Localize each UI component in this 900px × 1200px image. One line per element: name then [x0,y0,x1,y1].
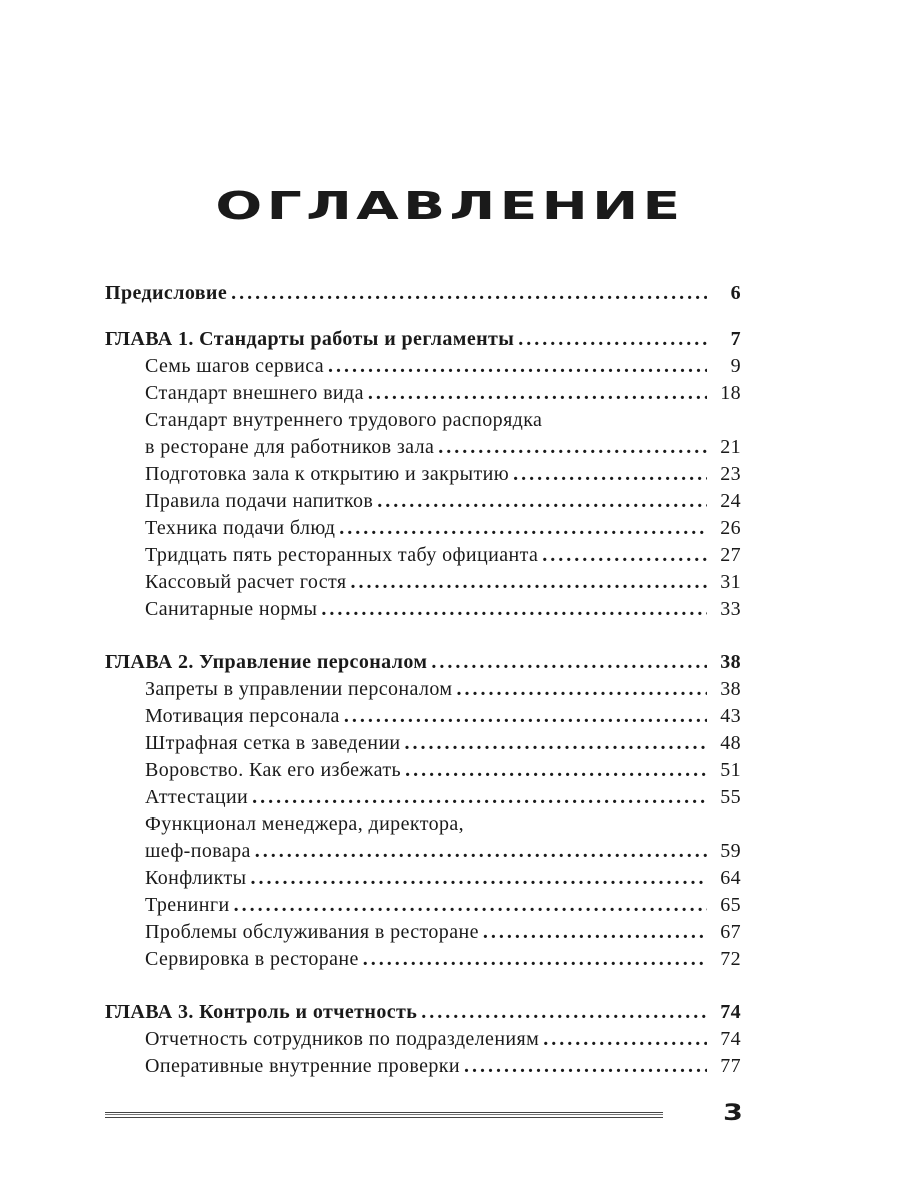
toc-item-page: 48 [720,732,741,754]
toc-item[interactable] [105,488,741,515]
toc-item[interactable] [105,676,741,703]
toc-item[interactable] [105,730,741,757]
toc-item-label: Воровство. Как его избежать [145,759,402,781]
toc-item-page: 55 [720,786,741,808]
toc-item-label: Кассовый расчет гостя [145,571,347,593]
toc-item-page: 65 [720,894,741,916]
dot-leader [350,569,707,596]
toc-item-page: 9 [730,355,741,377]
toc-chapter-label: ГЛАВА 3. Контроль и отчетность [105,1001,418,1023]
dot-leader [405,730,707,757]
toc-item-label: Правила подачи напитков [145,490,374,512]
toc-item[interactable] [105,434,741,461]
toc-item-label: Санитарные нормы [145,598,318,620]
toc-item-label: Тренинги [145,894,230,916]
toc-item-page: 18 [720,382,741,404]
dot-leader [543,1026,707,1053]
toc-item[interactable] [105,865,741,892]
dot-leader [377,488,707,515]
toc-item-page: 23 [720,463,741,485]
toc-item[interactable] [105,838,741,865]
dot-leader [363,946,707,973]
toc-item[interactable] [105,380,741,407]
toc-item[interactable] [105,919,741,946]
toc-item[interactable] [105,461,741,488]
toc-item[interactable] [105,757,741,784]
toc-item-page: 67 [720,921,741,943]
toc-item-page: 59 [720,840,741,862]
toc-item-page: 74 [720,1028,741,1050]
dot-leader [234,892,707,919]
toc-item-label: Подготовка зала к открытию и закрытию [145,463,510,485]
dot-leader [339,515,707,542]
toc-item-label: Запреты в управлении персоналом [145,678,453,700]
dot-leader [431,649,707,676]
toc-chapter-page: 74 [720,1001,741,1023]
dot-leader [321,596,707,623]
table-of-contents [105,280,741,1080]
dot-leader [518,326,707,353]
toc-item-page: 64 [720,867,741,889]
toc-item-page: 21 [720,436,741,458]
dot-leader [252,784,707,811]
dot-leader [344,703,707,730]
page-title: ОГЛАВЛЕНИЕ [215,184,685,228]
dot-leader [542,542,707,569]
toc-item[interactable] [105,784,741,811]
toc-item-page: 43 [720,705,741,727]
page-number: 3 [723,1101,743,1126]
dot-leader [456,676,707,703]
toc-item[interactable] [105,946,741,973]
dot-leader [250,865,707,892]
toc-item-label: Конфликты [145,867,247,889]
toc-item-label: Оперативные внутренние проверки [145,1055,461,1077]
toc-chapter-label: ГЛАВА 2. Управление персоналом [105,651,428,673]
toc-item[interactable] [105,703,741,730]
toc-item[interactable] [105,1026,741,1053]
toc-item-label: Проблемы обслуживания в ресторане [145,921,479,943]
section-gap [105,973,741,999]
dot-leader [405,757,707,784]
dot-leader [464,1053,707,1080]
dot-leader [483,919,707,946]
toc-preface[interactable] [105,280,741,307]
toc-item-page: 24 [720,490,741,512]
toc-item-page: 72 [720,948,741,970]
dot-leader [438,434,707,461]
toc-item-label: шеф-повара [145,840,251,862]
toc-item-label: Стандарт внутреннего трудового распорядка [145,409,543,431]
dot-leader [421,999,707,1026]
footer-rule [105,1112,663,1118]
toc-item-page: 51 [720,759,741,781]
toc-chapter[interactable] [105,326,741,353]
toc-chapter[interactable] [105,999,741,1026]
dot-leader [513,461,707,488]
toc-preface-page: 6 [730,282,741,304]
toc-item-label: Стандарт внешнего вида [145,382,364,404]
toc-item-page: 33 [720,598,741,620]
toc-item[interactable] [105,892,741,919]
toc-item-label: Отчетность сотрудников по подразделениям [145,1028,540,1050]
toc-preface-label: Предисловие [105,282,228,304]
dot-leader [255,838,707,865]
toc-item-label: Сервировка в ресторане [145,948,359,970]
toc-item[interactable] [105,407,741,434]
toc-item-label: Мотивация персонала [145,705,340,727]
section-gap [105,307,741,326]
dot-leader [231,280,707,307]
toc-item-label: в ресторане для работников зала [145,436,435,458]
toc-item-page: 26 [720,517,741,539]
toc-item[interactable] [105,811,741,838]
toc-item[interactable] [105,596,741,623]
toc-item-label: Тридцать пять ресторанных табу официанта [145,544,539,566]
toc-item-label: Штрафная сетка в заведении [145,732,401,754]
toc-chapter-label: ГЛАВА 1. Стандарты работы и регламенты [105,328,515,350]
toc-item[interactable] [105,353,741,380]
toc-item-label: Семь шагов сервиса [145,355,325,377]
toc-item-label: Техника подачи блюд [145,517,336,539]
toc-item-page: 27 [720,544,741,566]
toc-chapter-page: 38 [720,651,741,673]
toc-item[interactable] [105,515,741,542]
section-gap [105,623,741,649]
dot-leader [368,380,707,407]
toc-chapter[interactable] [105,649,741,676]
toc-chapter-page: 7 [730,328,741,350]
toc-item[interactable] [105,1053,741,1080]
toc-item-page: 38 [720,678,741,700]
toc-item-page: 31 [720,571,741,593]
toc-item[interactable] [105,569,741,596]
toc-item-label: Функционал менеджера, директора, [145,813,465,835]
toc-item-label: Аттестации [145,786,249,808]
toc-item-page: 77 [720,1055,741,1077]
toc-item[interactable] [105,542,741,569]
dot-leader [328,353,707,380]
